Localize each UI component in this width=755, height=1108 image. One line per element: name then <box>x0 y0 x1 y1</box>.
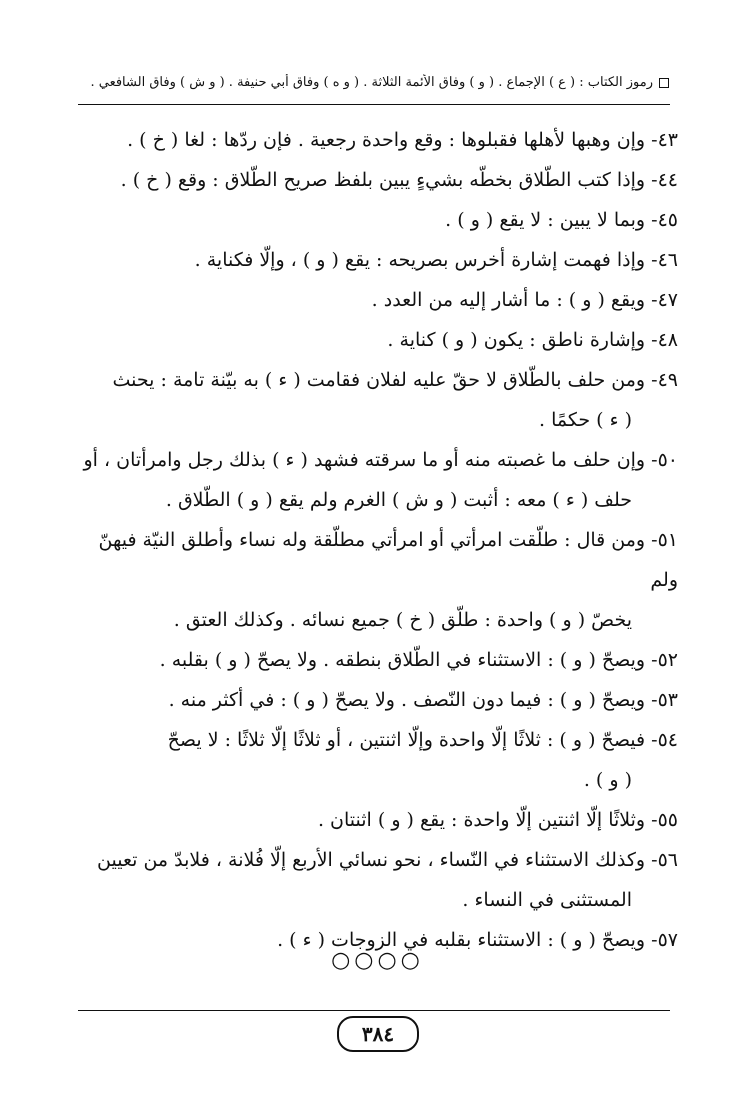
numbered-paragraph <box>78 160 678 200</box>
header-text: رموز الكتاب : ( ع ) الإجماع . ( و ) وفاق الأئمة الثلاثة . ( و ه ) وفاق أبي حنيفة . ( و ش ) وفاق الشافعي . <box>90 75 653 90</box>
paragraph-continuation: المستثنى في النساء . <box>462 889 632 911</box>
paragraph-text: ومن حلف بالطّلاق لا حقّ عليه لفلان فقامت ( ء ) به بيّنة تامة : يحنث <box>112 369 646 391</box>
paragraph-text: ويقع ( و ) : ما أشار إليه من العدد . <box>371 289 646 311</box>
paragraph-number: ٤٦- <box>651 249 678 271</box>
paragraph-text: وإذا فهمت إشارة أخرس بصريحه : يقع ( و ) ، وإلّا فكناية . <box>194 249 646 271</box>
paragraph-text: وبما لا يبين : لا يقع ( و ) . <box>445 209 646 231</box>
paragraph-continuation: يخصّ ( و ) واحدة : طلّق ( خ ) جميع نسائه . وكذلك العتق . <box>173 609 632 631</box>
paragraph-text: ويصحّ ( و ) : فيما دون النّصف . ولا يصحّ ( و ) : في أكثر منه . <box>168 689 646 711</box>
paragraph-number: ٥٥- <box>651 809 678 831</box>
paragraph-number: ٤٥- <box>651 209 678 231</box>
footer-rule <box>78 1010 670 1011</box>
numbered-paragraph <box>78 800 678 840</box>
paragraph-number: ٤٤- <box>651 169 678 191</box>
paragraph-text: وإن وهبها لأهلها فقبلوها : وقع واحدة رجعية . فإن ردّها : لغا ( خ ) . <box>127 129 646 151</box>
numbered-paragraph <box>78 720 678 760</box>
numbered-paragraph <box>78 200 678 240</box>
numbered-paragraph <box>78 280 678 320</box>
paragraph-number: ٤٣- <box>651 129 678 151</box>
paragraph-number: ٥٤- <box>651 729 678 751</box>
page-number: ٣٨٤ <box>337 1016 419 1052</box>
paragraph-number: ٥٠- <box>651 449 678 471</box>
paragraph-number: ٥٧- <box>651 929 678 951</box>
numbered-paragraph <box>78 320 678 360</box>
paragraph-number: ٥٦- <box>651 849 678 871</box>
paragraph-text: وكذلك الاستثناء في النّساء ، نحو نسائي الأربع إلّا فُلانة ، فلابدّ من تعيين <box>97 849 646 871</box>
paragraph-text: ويصحّ ( و ) : الاستثناء في الطّلاق بنطقه . ولا يصحّ ( و ) بقلبه . <box>159 649 646 671</box>
section-end-ornament: ○○○○ <box>331 948 424 973</box>
paragraph-text: ومن قال : طلّقت امرأتي أو امرأتي مطلّقة وله نساء وأطلق النيّة فيهنّ ولم <box>98 529 678 591</box>
paragraph-continuation: حلف ( ء ) معه : أثبت ( و ش ) الغرم ولم يقع ( و ) الطّلاق . <box>165 489 632 511</box>
paragraph-text: وإن حلف ما غصبته منه أو ما سرقته فشهد ( ء ) بذلك رجل وامرأتان ، أو <box>83 449 646 471</box>
numbered-paragraph <box>78 440 678 480</box>
paragraph-number: ٥١- <box>651 529 678 551</box>
paragraph-text: ويصحّ ( و ) : الاستثناء بقلبه في الزوجات ( ء ) . <box>277 929 646 951</box>
paragraph-continuation: ( و ) . <box>583 769 632 791</box>
numbered-paragraph <box>78 120 678 160</box>
book-symbols-header <box>89 74 669 92</box>
paragraph-number: ٥٢- <box>651 649 678 671</box>
paragraph-text: وإشارة ناطق : يكون ( و ) كناية . <box>387 329 646 351</box>
paragraph-text: فيصحّ ( و ) : ثلاثًا إلّا واحدة وإلّا اثنتين ، أو ثلاثًا إلّا ثلاثًا : لا يصحّ <box>167 729 646 751</box>
numbered-paragraph <box>78 640 678 680</box>
numbered-paragraph <box>78 360 678 400</box>
numbered-paragraph <box>78 240 678 280</box>
header-rule <box>78 104 670 105</box>
square-bullet-icon <box>659 78 669 88</box>
paragraph-number: ٤٧- <box>651 289 678 311</box>
numbered-paragraph <box>78 680 678 720</box>
text-body <box>78 120 678 960</box>
paragraph-text: وثلاثًا إلّا اثنتين إلّا واحدة : يقع ( و ) اثنتان . <box>317 809 646 831</box>
paragraph-text: وإذا كتب الطّلاق بخطّه بشيءٍ يبين بلفظ صريح الطّلاق : وقع ( خ ) . <box>120 169 646 191</box>
paragraph-number: ٤٨- <box>651 329 678 351</box>
numbered-paragraph <box>78 840 678 880</box>
paragraph-number: ٤٩- <box>651 369 678 391</box>
numbered-paragraph <box>78 520 678 600</box>
paragraph-number: ٥٣- <box>651 689 678 711</box>
paragraph-continuation: ( ء ) حكمًا . <box>539 409 632 431</box>
